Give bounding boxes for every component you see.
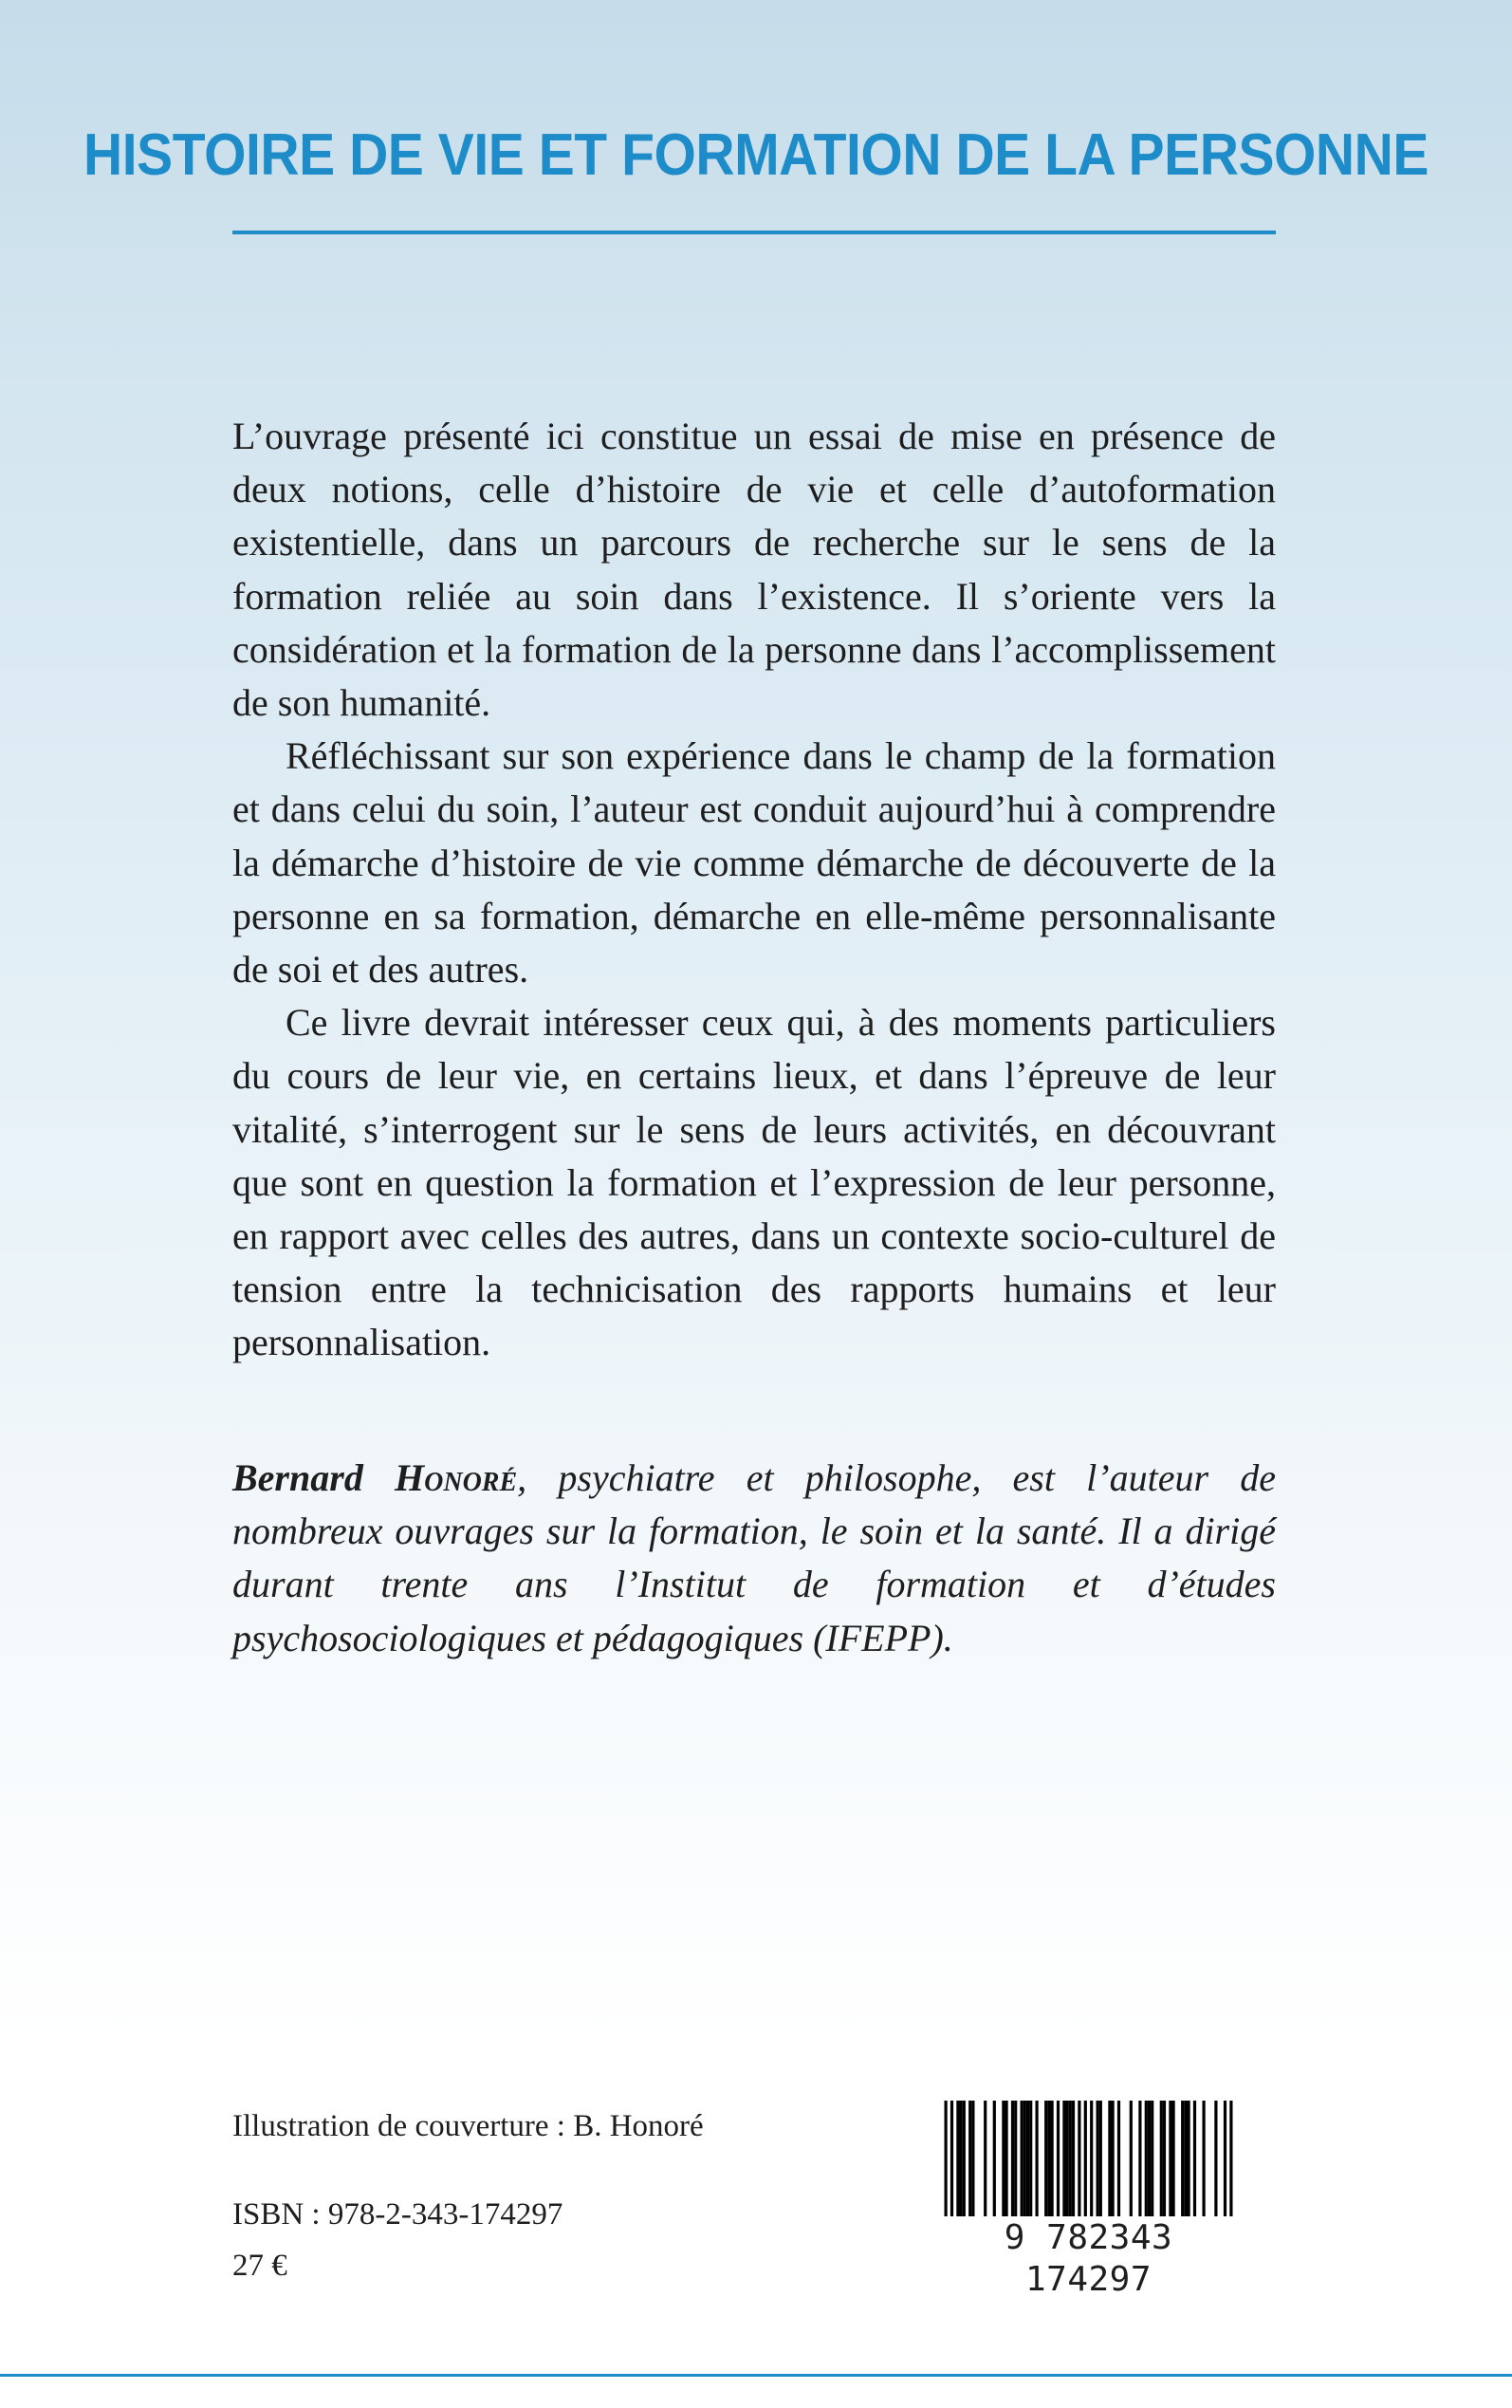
barcode-bar: [1072, 2101, 1075, 2216]
barcode-digits: 9 782343 174297: [934, 2217, 1243, 2301]
barcode-bar: [1108, 2101, 1111, 2216]
barcode-bar: [1051, 2101, 1054, 2216]
barcode-bar: [1026, 2101, 1029, 2216]
barcode-bar: [1062, 2101, 1065, 2216]
author-first-name: Bernard: [232, 1456, 363, 1499]
barcode-bar: [1069, 2101, 1072, 2216]
barcode-bars: [934, 2097, 1243, 2218]
isbn: ISBN : 978-2-343-174297: [232, 2197, 563, 2232]
barcode-bar: [1229, 2101, 1232, 2216]
barcode-bar: [1011, 2101, 1014, 2216]
barcode-bar: [1097, 2101, 1099, 2216]
barcode-bar: [1044, 2101, 1047, 2216]
barcode-bar: [1005, 2101, 1008, 2216]
barcode-bar: [1148, 2101, 1151, 2216]
barcode-bar: [1047, 2101, 1050, 2216]
barcode-bar: [1163, 2101, 1166, 2216]
series-title: HISTOIRE DE VIE ET FORMATION DE LA PERSONNE: [83, 122, 1429, 188]
barcode-bar: [1099, 2101, 1102, 2216]
barcode-bar: [1188, 2101, 1190, 2216]
barcode-bar: [1145, 2101, 1148, 2216]
barcode-bar: [960, 2101, 963, 2216]
title-underline: [232, 231, 1276, 234]
barcode-bar: [1181, 2101, 1184, 2216]
barcode-bar: [1002, 2101, 1005, 2216]
blurb-paragraph-1: L’ouvrage présenté ici constitue un essai de mise en présence de deux notions, celle d’histoire de vie et celle d’autoformation existentielle, dans un parcours de recherche sur le sens de la formation reliée au soin dans l’existence. Il s’oriente vers la considération et la formation de la personne dans l’accomplissement de son humanité.: [232, 415, 1276, 725]
barcode-bar: [1090, 2101, 1093, 2216]
barcode-bar: [1160, 2101, 1163, 2216]
barcode-bar: [1214, 2101, 1217, 2216]
price: 27 €: [232, 2249, 287, 2283]
barcode-bar: [1066, 2101, 1069, 2216]
blurb-paragraph-2: Réfléchissant sur son expérience dans le champ de la formation et dans celui du soin, l’auteur est conduit aujourd’hui à comprendre la démarche d’histoire de vie comme démarche de découverte de la personne en sa formation, démarche en elle-même personnalisante de soi et des autres.: [232, 734, 1276, 991]
bottom-rule: [0, 2374, 1512, 2377]
barcode-bar: [1224, 2101, 1226, 2216]
barcode-bar: [1184, 2101, 1187, 2216]
barcode-bar: [1169, 2101, 1171, 2216]
barcode-bar: [1117, 2101, 1120, 2216]
barcode-bar: [1203, 2101, 1206, 2216]
barcode-bar: [1021, 2101, 1023, 2216]
blurb-paragraph-3: Ce livre devrait intéresser ceux qui, à des moments particuliers du cours de leur vie, en certains lieux, et dans l’épreuve de leur vitalité, s’interrogent sur le sens de leurs activités, en découvrant que sont en question la formation et l’expression de leur personne, en rapport avec celles des autres, dans un contexte socio-culturel de tension entre la technicisation des rapports humains et leur personnalisation.: [232, 1001, 1276, 1364]
barcode-bar: [1138, 2101, 1141, 2216]
barcode-bar: [1172, 2101, 1175, 2216]
author-bio: [232, 1452, 1276, 1665]
barcode-bar: [945, 2101, 948, 2216]
blurb: [232, 410, 1276, 1370]
barcode-bar: [1193, 2101, 1196, 2216]
barcode-bar: [956, 2101, 959, 2216]
author-bio-text: , psychiatre et philosophe, est l’auteur de nombreux ouvrages sur la formation, le soin et la santé. Il a dirigé durant trente ans l’Institut de formation et d’études psychosociologiques et pédagogiques (IFEPP).: [232, 1456, 1277, 1659]
barcode-bar: [971, 2101, 974, 2216]
barcode-bar: [1078, 2101, 1080, 2216]
barcode-bar: [1029, 2101, 1032, 2216]
barcode-bar: [963, 2101, 966, 2216]
barcode-bar: [1084, 2101, 1087, 2216]
barcode-bar: [1023, 2101, 1026, 2216]
barcode-bar: [950, 2101, 953, 2216]
barcode-bar: [984, 2101, 986, 2216]
barcode-bar: [1151, 2101, 1153, 2216]
cover-illustration-credit: Illustration de couverture : B. Honoré: [232, 2109, 704, 2143]
barcode-bar: [1130, 2101, 1133, 2216]
barcode-bar: [993, 2101, 996, 2216]
barcode-bar: [1036, 2101, 1039, 2216]
barcode-bar: [1014, 2101, 1017, 2216]
barcode-bar: [1112, 2101, 1115, 2216]
author-last-name: Honoré: [395, 1456, 518, 1499]
barcode-bar: [1057, 2101, 1060, 2216]
barcode-bar: [968, 2101, 971, 2216]
